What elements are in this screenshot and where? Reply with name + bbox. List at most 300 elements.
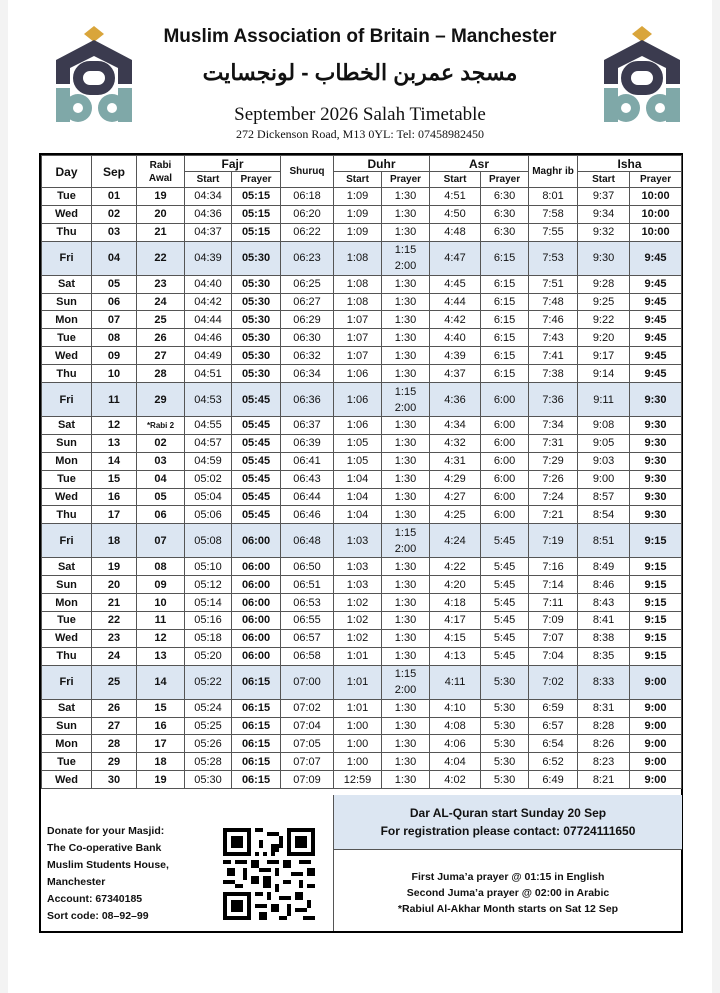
- hijri-cell: 12: [137, 629, 185, 647]
- date-cell: 26: [92, 699, 137, 717]
- shuruq-cell: 07:04: [281, 717, 334, 735]
- maghrib-cell: 7:19: [529, 524, 578, 558]
- asr-start-cell: 4:25: [430, 506, 481, 524]
- asr-prayer-cell: 6:00: [481, 434, 529, 452]
- hijri-cell: 25: [137, 311, 185, 329]
- isha-start-cell: 9:30: [578, 241, 630, 275]
- isha-start-cell: 8:21: [578, 771, 630, 789]
- isha-prayer-cell: 9:15: [630, 576, 682, 594]
- duhr-prayer-cell: 1:30: [382, 293, 430, 311]
- shuruq-cell: 06:23: [281, 241, 334, 275]
- table-row: [42, 417, 682, 435]
- table-row: [42, 524, 682, 558]
- fajr-start-cell: 04:34: [185, 188, 232, 206]
- maghrib-cell: 7:58: [529, 205, 578, 223]
- asr-prayer-cell: 6:15: [481, 241, 529, 275]
- day-cell: Sun: [42, 434, 92, 452]
- fajr-prayer-cell: 05:30: [232, 329, 281, 347]
- hijri-cell: 19: [137, 188, 185, 206]
- duhr-prayer-cell: 1:30: [382, 717, 430, 735]
- timetable-page: [8, 0, 712, 993]
- duhr-prayer-cell: 1:30: [382, 629, 430, 647]
- isha-start-cell: 8:35: [578, 647, 630, 665]
- hijri-cell: 26: [137, 329, 185, 347]
- fajr-prayer-cell: 05:15: [232, 223, 281, 241]
- fajr-start-cell: 04:49: [185, 347, 232, 365]
- shuruq-cell: 06:37: [281, 417, 334, 435]
- isha-start-header: Start: [578, 172, 630, 188]
- fajr-prayer-cell: 06:00: [232, 612, 281, 630]
- duhr-prayer-cell: 1:30: [382, 188, 430, 206]
- hijri-cell: 28: [137, 365, 185, 383]
- asr-prayer-cell: 5:45: [481, 558, 529, 576]
- day-cell: Mon: [42, 311, 92, 329]
- day-cell: Sun: [42, 576, 92, 594]
- mosque-name-arabic: مسجد عمربن الخطاب - لونجسايت: [202, 60, 518, 85]
- date-cell: 09: [92, 347, 137, 365]
- maghrib-cell: 7:41: [529, 347, 578, 365]
- fajr-start-cell: 04:46: [185, 329, 232, 347]
- hijri-cell: 18: [137, 753, 185, 771]
- day-cell: Mon: [42, 594, 92, 612]
- date-cell: 27: [92, 717, 137, 735]
- fajr-prayer-cell: 05:15: [232, 205, 281, 223]
- day-cell: Sat: [42, 699, 92, 717]
- asr-start-cell: 4:06: [430, 735, 481, 753]
- col-isha: Isha: [578, 156, 682, 172]
- duhr-prayer-cell: [382, 383, 430, 417]
- fajr-prayer-cell: 05:30: [232, 365, 281, 383]
- maghrib-cell: 7:48: [529, 293, 578, 311]
- maghrib-cell: 7:46: [529, 311, 578, 329]
- asr-prayer-cell: 5:45: [481, 576, 529, 594]
- fajr-prayer-cell: 05:30: [232, 275, 281, 293]
- isha-start-cell: 9:22: [578, 311, 630, 329]
- isha-prayer-cell: 9:30: [630, 383, 682, 417]
- hijri-cell: 03: [137, 452, 185, 470]
- juma-first-time: 1:15: [394, 385, 417, 398]
- asr-prayer-cell: 5:45: [481, 629, 529, 647]
- shuruq-cell: 06:50: [281, 558, 334, 576]
- table-row: [42, 241, 682, 275]
- day-cell: Fri: [42, 524, 92, 558]
- duhr-prayer-cell: 1:30: [382, 417, 430, 435]
- juma-second-time: 2:00: [394, 542, 417, 555]
- day-cell: Sat: [42, 417, 92, 435]
- duhr-prayer-cell: 1:30: [382, 205, 430, 223]
- shuruq-cell: 06:29: [281, 311, 334, 329]
- asr-prayer-cell: 6:30: [481, 188, 529, 206]
- fajr-start-cell: 05:02: [185, 470, 232, 488]
- shuruq-cell: 06:36: [281, 383, 334, 417]
- donation-details: [47, 823, 207, 925]
- duhr-prayer-cell: 1:30: [382, 594, 430, 612]
- isha-prayer-cell: 9:00: [630, 771, 682, 789]
- shuruq-cell: 06:22: [281, 223, 334, 241]
- hijri-cell: 19: [137, 771, 185, 789]
- duhr-start-cell: 1:03: [334, 558, 382, 576]
- maghrib-cell: 7:02: [529, 665, 578, 699]
- asr-start-cell: 4:34: [430, 417, 481, 435]
- table-row: [42, 594, 682, 612]
- table-row: [42, 383, 682, 417]
- notice-line: For registration please contact: 07724111650: [380, 824, 636, 838]
- duhr-start-cell: 1:00: [334, 753, 382, 771]
- table-row: [42, 699, 682, 717]
- hijri-cell: 04: [137, 470, 185, 488]
- asr-prayer-cell: 6:00: [481, 417, 529, 435]
- dar-al-quran-notice: [333, 795, 682, 850]
- notice-line: Dar AL-Quran start Sunday 20 Sep: [409, 806, 607, 820]
- donate-line: Manchester: [47, 876, 106, 888]
- fajr-start-cell: 04:51: [185, 365, 232, 383]
- date-cell: 14: [92, 452, 137, 470]
- hijri-cell: 14: [137, 665, 185, 699]
- duhr-prayer-cell: [382, 665, 430, 699]
- date-cell: 12: [92, 417, 137, 435]
- fajr-prayer-cell: 05:30: [232, 347, 281, 365]
- maghrib-cell: 7:55: [529, 223, 578, 241]
- table-row: [42, 223, 682, 241]
- isha-start-cell: 9:08: [578, 417, 630, 435]
- duhr-start-cell: 1:00: [334, 717, 382, 735]
- date-cell: 03: [92, 223, 137, 241]
- duhr-prayer-cell: [382, 241, 430, 275]
- asr-prayer-cell: 6:15: [481, 293, 529, 311]
- duhr-start-cell: 1:01: [334, 699, 382, 717]
- table-row: [42, 188, 682, 206]
- day-cell: Thu: [42, 223, 92, 241]
- day-cell: Mon: [42, 452, 92, 470]
- fajr-start-cell: 04:36: [185, 205, 232, 223]
- table-row: [42, 647, 682, 665]
- maghrib-cell: 7:38: [529, 365, 578, 383]
- isha-start-cell: 9:00: [578, 470, 630, 488]
- isha-prayer-cell: 10:00: [630, 188, 682, 206]
- shuruq-cell: 07:07: [281, 753, 334, 771]
- asr-prayer-cell: 6:30: [481, 223, 529, 241]
- date-cell: 21: [92, 594, 137, 612]
- asr-prayer-cell: 5:30: [481, 717, 529, 735]
- hijri-cell: 17: [137, 735, 185, 753]
- asr-start-cell: 4:40: [430, 329, 481, 347]
- duhr-start-cell: 1:08: [334, 293, 382, 311]
- day-cell: Tue: [42, 470, 92, 488]
- duhr-start-cell: 1:00: [334, 735, 382, 753]
- asr-prayer-cell: 5:30: [481, 735, 529, 753]
- fajr-start-cell: 04:59: [185, 452, 232, 470]
- asr-prayer-cell: 6:00: [481, 506, 529, 524]
- maghrib-cell: 7:26: [529, 470, 578, 488]
- shuruq-cell: 06:44: [281, 488, 334, 506]
- fajr-start-cell: 05:25: [185, 717, 232, 735]
- fajr-prayer-cell: 05:30: [232, 241, 281, 275]
- table-row: [42, 735, 682, 753]
- asr-prayer-cell: 5:30: [481, 753, 529, 771]
- day-cell: Wed: [42, 205, 92, 223]
- isha-prayer-cell: 9:30: [630, 488, 682, 506]
- donate-line: The Co-operative Bank: [47, 842, 162, 854]
- day-cell: Fri: [42, 241, 92, 275]
- duhr-start-cell: 1:09: [334, 205, 382, 223]
- maghrib-cell: 6:59: [529, 699, 578, 717]
- day-cell: Fri: [42, 383, 92, 417]
- isha-start-cell: 9:25: [578, 293, 630, 311]
- fajr-prayer-header: Prayer: [232, 172, 281, 188]
- date-cell: 29: [92, 753, 137, 771]
- organisation-name: Muslim Association of Britain – Manchester: [163, 26, 557, 47]
- asr-prayer-cell: 5:45: [481, 612, 529, 630]
- isha-start-cell: 8:43: [578, 594, 630, 612]
- duhr-start-cell: 1:08: [334, 241, 382, 275]
- duhr-start-cell: 1:06: [334, 417, 382, 435]
- isha-prayer-cell: 9:00: [630, 665, 682, 699]
- fajr-prayer-cell: 06:00: [232, 629, 281, 647]
- maghrib-cell: 6:52: [529, 753, 578, 771]
- date-cell: 04: [92, 241, 137, 275]
- col-asr: Asr: [430, 156, 529, 172]
- maghrib-cell: 7:14: [529, 576, 578, 594]
- asr-prayer-cell: 6:15: [481, 329, 529, 347]
- asr-start-cell: 4:51: [430, 188, 481, 206]
- shuruq-cell: 06:27: [281, 293, 334, 311]
- duhr-prayer-cell: 1:30: [382, 311, 430, 329]
- day-cell: Tue: [42, 329, 92, 347]
- timetable-frame: [39, 153, 683, 933]
- isha-start-cell: 9:03: [578, 452, 630, 470]
- asr-start-header: Start: [430, 172, 481, 188]
- asr-prayer-cell: 6:00: [481, 488, 529, 506]
- duhr-prayer-cell: 1:30: [382, 735, 430, 753]
- asr-start-cell: 4:20: [430, 576, 481, 594]
- prayer-timetable: [41, 155, 682, 789]
- duhr-start-cell: 1:01: [334, 647, 382, 665]
- juma-second-time: 2:00: [394, 684, 417, 697]
- col-hijri: Rabi Awal: [137, 156, 185, 188]
- day-cell: Thu: [42, 506, 92, 524]
- asr-start-cell: 4:08: [430, 717, 481, 735]
- hijri-cell: 20: [137, 205, 185, 223]
- col-sep: Sep: [92, 156, 137, 188]
- maghrib-cell: 7:09: [529, 612, 578, 630]
- day-cell: Wed: [42, 771, 92, 789]
- fajr-start-cell: 05:20: [185, 647, 232, 665]
- fajr-prayer-cell: 05:30: [232, 293, 281, 311]
- mosque-logo-right: [596, 26, 688, 128]
- duhr-start-cell: 1:02: [334, 612, 382, 630]
- isha-prayer-cell: 9:00: [630, 735, 682, 753]
- duhr-start-cell: 1:06: [334, 365, 382, 383]
- date-cell: 10: [92, 365, 137, 383]
- fajr-start-cell: 04:40: [185, 275, 232, 293]
- asr-prayer-header: Prayer: [481, 172, 529, 188]
- fajr-start-cell: 04:39: [185, 241, 232, 275]
- isha-start-cell: 8:41: [578, 612, 630, 630]
- fajr-prayer-cell: 05:45: [232, 470, 281, 488]
- isha-start-cell: 9:37: [578, 188, 630, 206]
- duhr-prayer-cell: 1:30: [382, 329, 430, 347]
- duhr-start-cell: 1:08: [334, 275, 382, 293]
- fajr-start-cell: 04:53: [185, 383, 232, 417]
- fajr-start-cell: 05:18: [185, 629, 232, 647]
- shuruq-cell: 06:55: [281, 612, 334, 630]
- day-cell: Tue: [42, 753, 92, 771]
- maghrib-cell: 6:49: [529, 771, 578, 789]
- table-row: [42, 329, 682, 347]
- fajr-start-cell: 05:26: [185, 735, 232, 753]
- asr-start-cell: 4:27: [430, 488, 481, 506]
- hijri-cell: 07: [137, 524, 185, 558]
- fajr-start-cell: 05:24: [185, 699, 232, 717]
- duhr-start-header: Start: [334, 172, 382, 188]
- date-cell: 25: [92, 665, 137, 699]
- asr-start-cell: 4:10: [430, 699, 481, 717]
- table-row: [42, 434, 682, 452]
- table-row: [42, 347, 682, 365]
- date-cell: 28: [92, 735, 137, 753]
- day-cell: Sun: [42, 717, 92, 735]
- isha-start-cell: 8:38: [578, 629, 630, 647]
- shuruq-cell: 06:20: [281, 205, 334, 223]
- date-cell: 05: [92, 275, 137, 293]
- isha-prayer-cell: 9:15: [630, 629, 682, 647]
- table-row: [42, 771, 682, 789]
- asr-start-cell: 4:24: [430, 524, 481, 558]
- fajr-prayer-cell: 06:00: [232, 647, 281, 665]
- date-cell: 06: [92, 293, 137, 311]
- donate-line: Muslim Students House,: [47, 859, 169, 871]
- juma-first-time: 1:15: [394, 526, 417, 539]
- isha-prayer-cell: 9:30: [630, 470, 682, 488]
- date-cell: 22: [92, 612, 137, 630]
- hijri-cell: 27: [137, 347, 185, 365]
- isha-start-cell: 8:46: [578, 576, 630, 594]
- isha-prayer-cell: 9:30: [630, 434, 682, 452]
- shuruq-cell: 06:43: [281, 470, 334, 488]
- isha-start-cell: 9:11: [578, 383, 630, 417]
- asr-start-cell: 4:02: [430, 771, 481, 789]
- fajr-prayer-cell: 05:45: [232, 506, 281, 524]
- maghrib-cell: 7:16: [529, 558, 578, 576]
- shuruq-cell: 06:18: [281, 188, 334, 206]
- duhr-prayer-cell: 1:30: [382, 275, 430, 293]
- shuruq-cell: 06:30: [281, 329, 334, 347]
- asr-prayer-cell: 6:30: [481, 205, 529, 223]
- shuruq-cell: 06:58: [281, 647, 334, 665]
- table-row: [42, 753, 682, 771]
- asr-start-cell: 4:18: [430, 594, 481, 612]
- isha-prayer-cell: 9:30: [630, 506, 682, 524]
- fajr-prayer-cell: 06:15: [232, 665, 281, 699]
- asr-start-cell: 4:29: [430, 470, 481, 488]
- hijri-cell: 15: [137, 699, 185, 717]
- date-cell: 01: [92, 188, 137, 206]
- isha-start-cell: 8:33: [578, 665, 630, 699]
- duhr-start-cell: 1:01: [334, 665, 382, 699]
- juma-first-time: 1:15: [394, 244, 417, 257]
- maghrib-cell: 7:53: [529, 241, 578, 275]
- isha-start-cell: 9:28: [578, 275, 630, 293]
- duhr-prayer-cell: 1:30: [382, 647, 430, 665]
- juma-second-time: 2:00: [394, 401, 417, 414]
- hijri-cell: 11: [137, 612, 185, 630]
- day-cell: Wed: [42, 488, 92, 506]
- asr-start-cell: 4:31: [430, 452, 481, 470]
- isha-prayer-cell: 9:00: [630, 753, 682, 771]
- hijri-cell: 06: [137, 506, 185, 524]
- isha-prayer-cell: 9:30: [630, 417, 682, 435]
- fajr-start-cell: 05:14: [185, 594, 232, 612]
- maghrib-cell: 7:31: [529, 434, 578, 452]
- asr-start-cell: 4:11: [430, 665, 481, 699]
- asr-start-cell: 4:15: [430, 629, 481, 647]
- date-cell: 07: [92, 311, 137, 329]
- asr-start-cell: 4:13: [430, 647, 481, 665]
- asr-start-cell: 4:36: [430, 383, 481, 417]
- notice-line: Second Juma’a prayer @ 02:00 in Arabic: [406, 887, 610, 899]
- shuruq-cell: 07:00: [281, 665, 334, 699]
- asr-prayer-cell: 5:45: [481, 647, 529, 665]
- asr-prayer-cell: 6:00: [481, 452, 529, 470]
- duhr-prayer-cell: 1:30: [382, 753, 430, 771]
- fajr-prayer-cell: 06:00: [232, 524, 281, 558]
- isha-prayer-cell: 10:00: [630, 223, 682, 241]
- table-row: [42, 629, 682, 647]
- timetable-title: September 2026 Salah Timetable: [234, 104, 486, 125]
- isha-start-cell: 9:32: [578, 223, 630, 241]
- asr-start-cell: 4:37: [430, 365, 481, 383]
- date-cell: 18: [92, 524, 137, 558]
- fajr-start-cell: 05:06: [185, 506, 232, 524]
- day-cell: Thu: [42, 647, 92, 665]
- isha-prayer-cell: 9:45: [630, 275, 682, 293]
- maghrib-cell: 7:24: [529, 488, 578, 506]
- duhr-prayer-cell: 1:30: [382, 365, 430, 383]
- asr-prayer-cell: 6:15: [481, 311, 529, 329]
- isha-prayer-cell: 9:45: [630, 293, 682, 311]
- header-row-main: [42, 156, 682, 172]
- col-maghrib: Maghr ib: [529, 156, 578, 188]
- notice-line: First Juma’a prayer @ 01:15 in English: [411, 871, 605, 883]
- isha-prayer-cell: 9:15: [630, 558, 682, 576]
- asr-prayer-cell: 5:45: [481, 524, 529, 558]
- isha-start-cell: 9:20: [578, 329, 630, 347]
- asr-prayer-cell: 6:15: [481, 347, 529, 365]
- table-row: [42, 205, 682, 223]
- maghrib-cell: 7:43: [529, 329, 578, 347]
- shuruq-cell: 06:39: [281, 434, 334, 452]
- isha-prayer-cell: 9:45: [630, 241, 682, 275]
- duhr-prayer-cell: [382, 524, 430, 558]
- table-row: [42, 665, 682, 699]
- isha-start-cell: 8:57: [578, 488, 630, 506]
- hijri-cell: 24: [137, 293, 185, 311]
- isha-start-cell: 8:49: [578, 558, 630, 576]
- asr-start-cell: 4:32: [430, 434, 481, 452]
- maghrib-cell: 7:21: [529, 506, 578, 524]
- fajr-start-header: Start: [185, 172, 232, 188]
- fajr-start-cell: 05:22: [185, 665, 232, 699]
- maghrib-cell: 7:11: [529, 594, 578, 612]
- hijri-cell: 08: [137, 558, 185, 576]
- col-shuruq: Shuruq: [281, 156, 334, 188]
- isha-prayer-cell: 9:45: [630, 311, 682, 329]
- col-duhr: Duhr: [334, 156, 430, 172]
- table-row: [42, 452, 682, 470]
- fajr-prayer-cell: 06:15: [232, 699, 281, 717]
- fajr-start-cell: 05:08: [185, 524, 232, 558]
- asr-start-cell: 4:44: [430, 293, 481, 311]
